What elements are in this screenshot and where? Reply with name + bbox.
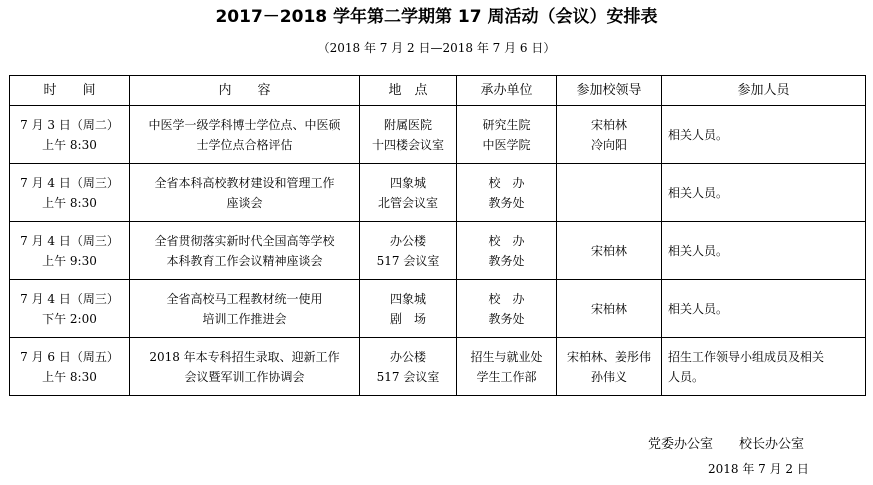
leaders-cell-line: 宋柏林 <box>590 301 627 316</box>
content-cell <box>130 164 360 222</box>
time-cell-line: 上午 8:30 <box>42 137 97 152</box>
attendees-cell-line: 相关人员。 <box>668 301 729 316</box>
attendees-cell-line: 招生工作领导小组成员及相关 <box>668 349 825 364</box>
place-cell-line: 四象城 <box>389 291 426 306</box>
organizer-cell-line: 研究生院 <box>482 117 531 132</box>
time-cell-line: 7 月 4 日（周三） <box>20 291 119 306</box>
attendees-cell <box>662 338 866 396</box>
content-cell-line: 会议暨军训工作协调会 <box>184 369 305 384</box>
time-cell <box>10 106 130 164</box>
table-header-row <box>10 76 866 106</box>
place-cell <box>360 222 457 280</box>
leaders-cell-line: 宋柏林 <box>590 117 627 132</box>
header-attendees: 参加人员 <box>662 76 866 106</box>
place-cell <box>360 280 457 338</box>
table-row <box>10 106 866 164</box>
organizer-cell-line: 校 办 <box>488 175 525 190</box>
time-cell <box>10 280 130 338</box>
content-cell <box>130 280 360 338</box>
header-content: 内 容 <box>130 76 360 106</box>
leaders-cell <box>557 338 662 396</box>
time-cell <box>10 222 130 280</box>
content-cell <box>130 222 360 280</box>
table-row <box>10 338 866 396</box>
attendees-cell-line: 相关人员。 <box>668 127 729 142</box>
content-cell-line: 中医学一级学科博士学位点、中医硕 <box>148 117 341 132</box>
attendees-cell <box>662 164 866 222</box>
organizer-cell-line: 教务处 <box>488 311 525 326</box>
header-time: 时 间 <box>10 76 130 106</box>
place-cell-line: 办公楼 <box>389 349 426 364</box>
content-cell-line: 全省高校马工程教材统一使用 <box>166 291 323 306</box>
organizer-cell <box>457 222 557 280</box>
attendees-cell <box>662 222 866 280</box>
attendees-cell <box>662 280 866 338</box>
organizer-cell-line: 校 办 <box>488 291 525 306</box>
time-cell-line: 7 月 4 日（周三） <box>20 233 119 248</box>
content-cell <box>130 338 360 396</box>
content-cell-line: 2018 年本专科招生录取、迎新工作 <box>149 349 340 364</box>
issue-date: 2018 年 7 月 2 日 <box>708 462 809 476</box>
place-cell <box>360 164 457 222</box>
attendees-cell-line: 相关人员。 <box>668 185 729 200</box>
leaders-cell-line: 孙伟义 <box>590 369 627 384</box>
content-cell-line: 座谈会 <box>226 195 263 210</box>
place-cell-line: 办公楼 <box>389 233 426 248</box>
header-place: 地 点 <box>360 76 457 106</box>
organizer-cell <box>457 280 557 338</box>
schedule-table <box>9 75 866 396</box>
time-cell-line: 7 月 4 日（周三） <box>20 175 119 190</box>
attendees-cell-line: 相关人员。 <box>668 243 729 258</box>
organizer-cell <box>457 106 557 164</box>
time-cell-line: 上午 9:30 <box>42 253 97 268</box>
table-row <box>10 222 866 280</box>
time-cell-line: 上午 8:30 <box>42 195 97 210</box>
content-cell-line: 培训工作推进会 <box>202 311 287 326</box>
place-cell-line: 剧 场 <box>389 311 426 326</box>
table-row <box>10 164 866 222</box>
header-leaders: 参加校领导 <box>557 76 662 106</box>
place-cell <box>360 106 457 164</box>
place-cell-line: 517 会议室 <box>376 369 440 384</box>
leaders-cell <box>557 106 662 164</box>
time-cell-line: 下午 2:00 <box>42 311 97 326</box>
time-cell <box>10 338 130 396</box>
place-cell-line: 北管会议室 <box>377 195 438 210</box>
leaders-cell <box>557 164 662 222</box>
leaders-cell <box>557 280 662 338</box>
header-organizer: 承办单位 <box>457 76 557 106</box>
organizer-cell <box>457 164 557 222</box>
place-cell <box>360 338 457 396</box>
place-cell-line: 四象城 <box>389 175 426 190</box>
leaders-cell <box>557 222 662 280</box>
attendees-cell-line: 人员。 <box>668 369 705 384</box>
time-cell-line: 7 月 6 日（周五） <box>20 349 119 364</box>
issuing-offices: 党委办公室 校长办公室 <box>648 437 805 452</box>
time-cell <box>10 164 130 222</box>
time-cell-line: 7 月 3 日（周二） <box>20 117 119 132</box>
place-cell-line: 十四楼会议室 <box>371 137 444 152</box>
leaders-cell-line: 宋柏林、姜彤伟 <box>566 349 651 364</box>
date-range-subtitle: （2018 年 7 月 2 日—2018 年 7 月 6 日） <box>317 41 556 55</box>
organizer-cell-line: 学生工作部 <box>476 369 537 384</box>
content-cell-line: 全省本科高校教材建设和管理工作 <box>154 175 335 190</box>
organizer-cell-line: 招生与就业处 <box>470 349 543 364</box>
organizer-cell-line: 中医学院 <box>482 137 531 152</box>
leaders-cell-line: 宋柏林 <box>590 243 627 258</box>
organizer-cell-line: 教务处 <box>488 253 525 268</box>
organizer-cell <box>457 338 557 396</box>
organizer-cell-line: 校 办 <box>488 233 525 248</box>
content-cell-line: 全省贯彻落实新时代全国高等学校 <box>154 233 335 248</box>
place-cell-line: 517 会议室 <box>376 253 440 268</box>
content-cell <box>130 106 360 164</box>
organizer-cell-line: 教务处 <box>488 195 525 210</box>
page-title: 2017－2018 学年第二学期第 17 周活动（会议）安排表 <box>215 7 658 27</box>
attendees-cell <box>662 106 866 164</box>
content-cell-line: 士学位点合格评估 <box>196 137 293 152</box>
table-row <box>10 280 866 338</box>
place-cell-line: 附属医院 <box>383 117 432 132</box>
time-cell-line: 上午 8:30 <box>42 369 97 384</box>
leaders-cell-line: 冷向阳 <box>590 137 627 152</box>
content-cell-line: 本科教育工作会议精神座谈会 <box>166 253 323 268</box>
